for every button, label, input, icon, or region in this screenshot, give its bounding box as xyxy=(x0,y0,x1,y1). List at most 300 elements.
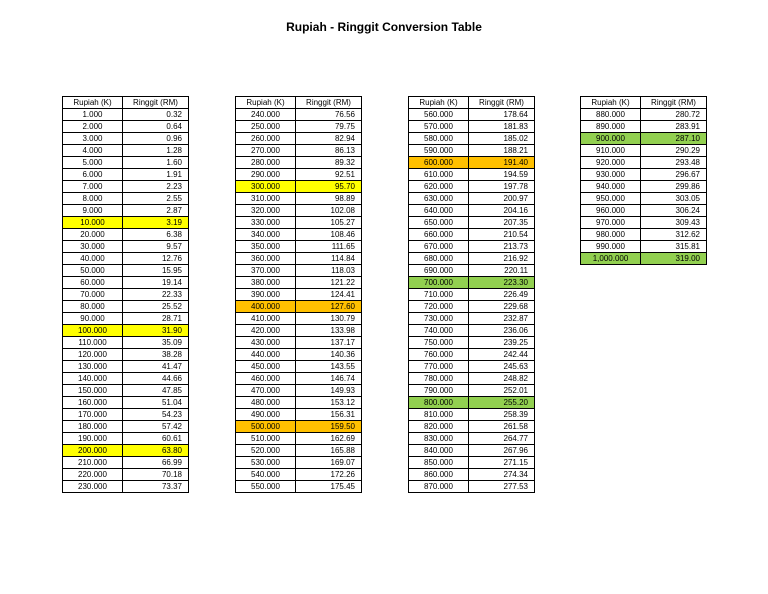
ringgit-cell: 2.87 xyxy=(123,205,189,217)
table-row xyxy=(236,277,362,289)
rupiah-cell: 7.000 xyxy=(63,181,123,193)
rupiah-cell: 870.000 xyxy=(409,481,469,493)
ringgit-cell: 299.86 xyxy=(641,181,707,193)
rupiah-cell: 370.000 xyxy=(236,265,296,277)
rupiah-cell: 950.000 xyxy=(581,193,641,205)
table-row xyxy=(409,109,535,121)
table-row xyxy=(581,241,707,253)
table-row xyxy=(63,469,189,481)
ringgit-column-header: Ringgit (RM) xyxy=(641,97,707,109)
rupiah-cell: 3.000 xyxy=(63,133,123,145)
table-row xyxy=(409,133,535,145)
rupiah-cell: 970.000 xyxy=(581,217,641,229)
table-row xyxy=(581,109,707,121)
ringgit-cell: 306.24 xyxy=(641,205,707,217)
rupiah-cell: 700.000 xyxy=(409,277,469,289)
rupiah-cell: 900.000 xyxy=(581,133,641,145)
rupiah-cell: 10.000 xyxy=(63,217,123,229)
table-row xyxy=(63,349,189,361)
rupiah-cell: 770.000 xyxy=(409,361,469,373)
ringgit-cell: 207.35 xyxy=(469,217,535,229)
ringgit-cell: 118.03 xyxy=(296,265,362,277)
table-row xyxy=(63,145,189,157)
table-row xyxy=(236,217,362,229)
table-row xyxy=(63,289,189,301)
ringgit-cell: 12.76 xyxy=(123,253,189,265)
table-row xyxy=(236,313,362,325)
rupiah-cell: 610.000 xyxy=(409,169,469,181)
rupiah-cell: 500.000 xyxy=(236,421,296,433)
table-row xyxy=(63,409,189,421)
ringgit-cell: 204.16 xyxy=(469,205,535,217)
rupiah-cell: 960.000 xyxy=(581,205,641,217)
table-row xyxy=(236,433,362,445)
ringgit-column-header: Ringgit (RM) xyxy=(469,97,535,109)
ringgit-cell: 15.95 xyxy=(123,265,189,277)
ringgit-cell: 258.39 xyxy=(469,409,535,421)
rupiah-cell: 600.000 xyxy=(409,157,469,169)
ringgit-cell: 287.10 xyxy=(641,133,707,145)
ringgit-cell: 47.85 xyxy=(123,385,189,397)
table-row xyxy=(63,205,189,217)
ringgit-cell: 283.91 xyxy=(641,121,707,133)
table-row xyxy=(236,193,362,205)
ringgit-cell: 277.53 xyxy=(469,481,535,493)
ringgit-cell: 70.18 xyxy=(123,469,189,481)
ringgit-cell: 264.77 xyxy=(469,433,535,445)
ringgit-cell: 38.28 xyxy=(123,349,189,361)
rupiah-cell: 200.000 xyxy=(63,445,123,457)
ringgit-cell: 111.65 xyxy=(296,241,362,253)
table-row xyxy=(63,277,189,289)
table-row xyxy=(63,217,189,229)
table-row xyxy=(409,145,535,157)
ringgit-cell: 82.94 xyxy=(296,133,362,145)
ringgit-cell: 188.21 xyxy=(469,145,535,157)
rupiah-cell: 110.000 xyxy=(63,337,123,349)
ringgit-cell: 156.31 xyxy=(296,409,362,421)
header-row xyxy=(236,97,362,109)
ringgit-cell: 19.14 xyxy=(123,277,189,289)
table-row xyxy=(63,253,189,265)
rupiah-cell: 460.000 xyxy=(236,373,296,385)
table-row xyxy=(63,481,189,493)
rupiah-cell: 940.000 xyxy=(581,181,641,193)
ringgit-cell: 290.29 xyxy=(641,145,707,157)
rupiah-cell: 790.000 xyxy=(409,385,469,397)
rupiah-cell: 320.000 xyxy=(236,205,296,217)
rupiah-cell: 630.000 xyxy=(409,193,469,205)
rupiah-cell: 280.000 xyxy=(236,157,296,169)
table-row xyxy=(581,193,707,205)
table-row xyxy=(236,241,362,253)
rupiah-cell: 780.000 xyxy=(409,373,469,385)
rupiah-cell: 80.000 xyxy=(63,301,123,313)
table-row xyxy=(581,253,707,265)
rupiah-cell: 540.000 xyxy=(236,469,296,481)
rupiah-cell: 40.000 xyxy=(63,253,123,265)
ringgit-cell: 194.59 xyxy=(469,169,535,181)
ringgit-cell: 22.33 xyxy=(123,289,189,301)
rupiah-cell: 840.000 xyxy=(409,445,469,457)
table-row xyxy=(409,373,535,385)
table-row xyxy=(409,337,535,349)
ringgit-cell: 108.46 xyxy=(296,229,362,241)
table-row xyxy=(236,289,362,301)
ringgit-cell: 51.04 xyxy=(123,397,189,409)
header-row xyxy=(409,97,535,109)
table-row xyxy=(236,349,362,361)
ringgit-cell: 165.88 xyxy=(296,445,362,457)
rupiah-cell: 190.000 xyxy=(63,433,123,445)
ringgit-cell: 197.78 xyxy=(469,181,535,193)
rupiah-column-header: Rupiah (K) xyxy=(409,97,469,109)
table-row xyxy=(236,325,362,337)
rupiah-cell: 640.000 xyxy=(409,205,469,217)
ringgit-cell: 293.48 xyxy=(641,157,707,169)
ringgit-cell: 226.49 xyxy=(469,289,535,301)
table-row xyxy=(63,457,189,469)
rupiah-cell: 450.000 xyxy=(236,361,296,373)
ringgit-cell: 31.90 xyxy=(123,325,189,337)
rupiah-column-header: Rupiah (K) xyxy=(63,97,123,109)
table-row xyxy=(409,181,535,193)
table-row xyxy=(236,397,362,409)
table-row xyxy=(409,409,535,421)
ringgit-cell: 175.45 xyxy=(296,481,362,493)
table-row xyxy=(63,397,189,409)
rupiah-cell: 380.000 xyxy=(236,277,296,289)
ringgit-cell: 267.96 xyxy=(469,445,535,457)
rupiah-cell: 5.000 xyxy=(63,157,123,169)
table-row xyxy=(63,337,189,349)
ringgit-cell: 181.83 xyxy=(469,121,535,133)
rupiah-cell: 570.000 xyxy=(409,121,469,133)
ringgit-cell: 239.25 xyxy=(469,337,535,349)
table-row xyxy=(236,205,362,217)
ringgit-cell: 1.60 xyxy=(123,157,189,169)
ringgit-cell: 172.26 xyxy=(296,469,362,481)
ringgit-cell: 92.51 xyxy=(296,169,362,181)
ringgit-cell: 315.81 xyxy=(641,241,707,253)
ringgit-cell: 60.61 xyxy=(123,433,189,445)
table-row xyxy=(63,169,189,181)
table-row xyxy=(63,433,189,445)
table-row xyxy=(63,265,189,277)
rupiah-cell: 510.000 xyxy=(236,433,296,445)
rupiah-cell: 220.000 xyxy=(63,469,123,481)
table-row xyxy=(63,385,189,397)
table-row xyxy=(63,325,189,337)
ringgit-cell: 44.66 xyxy=(123,373,189,385)
conversion-table-1 xyxy=(62,96,189,493)
rupiah-cell: 8.000 xyxy=(63,193,123,205)
rupiah-cell: 880.000 xyxy=(581,109,641,121)
table-row xyxy=(236,481,362,493)
rupiah-cell: 140.000 xyxy=(63,373,123,385)
ringgit-cell: 114.84 xyxy=(296,253,362,265)
rupiah-cell: 760.000 xyxy=(409,349,469,361)
ringgit-cell: 86.13 xyxy=(296,145,362,157)
rupiah-cell: 1.000 xyxy=(63,109,123,121)
table-row xyxy=(409,349,535,361)
table-row xyxy=(236,181,362,193)
rupiah-cell: 170.000 xyxy=(63,409,123,421)
ringgit-cell: 79.75 xyxy=(296,121,362,133)
rupiah-cell: 410.000 xyxy=(236,313,296,325)
rupiah-cell: 4.000 xyxy=(63,145,123,157)
table-row xyxy=(581,157,707,169)
rupiah-cell: 120.000 xyxy=(63,349,123,361)
table-row xyxy=(236,301,362,313)
table-row xyxy=(63,445,189,457)
ringgit-cell: 216.92 xyxy=(469,253,535,265)
ringgit-cell: 2.55 xyxy=(123,193,189,205)
rupiah-cell: 290.000 xyxy=(236,169,296,181)
table-row xyxy=(409,169,535,181)
rupiah-cell: 520.000 xyxy=(236,445,296,457)
ringgit-cell: 105.27 xyxy=(296,217,362,229)
table-row xyxy=(409,445,535,457)
table-row xyxy=(409,361,535,373)
table-row xyxy=(409,217,535,229)
table-row xyxy=(409,313,535,325)
ringgit-cell: 255.20 xyxy=(469,397,535,409)
ringgit-cell: 242.44 xyxy=(469,349,535,361)
rupiah-cell: 730.000 xyxy=(409,313,469,325)
rupiah-cell: 420.000 xyxy=(236,325,296,337)
rupiah-cell: 490.000 xyxy=(236,409,296,421)
table-row xyxy=(236,133,362,145)
table-row xyxy=(236,457,362,469)
ringgit-cell: 271.15 xyxy=(469,457,535,469)
rupiah-cell: 60.000 xyxy=(63,277,123,289)
table-row xyxy=(236,469,362,481)
table-row xyxy=(581,181,707,193)
ringgit-cell: 102.08 xyxy=(296,205,362,217)
rupiah-cell: 180.000 xyxy=(63,421,123,433)
ringgit-cell: 66.99 xyxy=(123,457,189,469)
ringgit-cell: 0.96 xyxy=(123,133,189,145)
table-row xyxy=(63,109,189,121)
ringgit-cell: 54.23 xyxy=(123,409,189,421)
table-row xyxy=(63,313,189,325)
table-row xyxy=(409,121,535,133)
rupiah-cell: 130.000 xyxy=(63,361,123,373)
table-row xyxy=(409,253,535,265)
ringgit-cell: 130.79 xyxy=(296,313,362,325)
table-row xyxy=(236,361,362,373)
ringgit-cell: 220.11 xyxy=(469,265,535,277)
conversion-table-4 xyxy=(580,96,707,265)
rupiah-cell: 50.000 xyxy=(63,265,123,277)
rupiah-cell: 240.000 xyxy=(236,109,296,121)
rupiah-cell: 660.000 xyxy=(409,229,469,241)
rupiah-cell: 710.000 xyxy=(409,289,469,301)
rupiah-cell: 980.000 xyxy=(581,229,641,241)
ringgit-cell: 245.63 xyxy=(469,361,535,373)
table-row xyxy=(63,157,189,169)
rupiah-cell: 310.000 xyxy=(236,193,296,205)
ringgit-cell: 191.40 xyxy=(469,157,535,169)
ringgit-cell: 280.72 xyxy=(641,109,707,121)
rupiah-cell: 470.000 xyxy=(236,385,296,397)
table-row xyxy=(409,205,535,217)
table-row xyxy=(236,373,362,385)
ringgit-cell: 57.42 xyxy=(123,421,189,433)
rupiah-cell: 550.000 xyxy=(236,481,296,493)
table-row xyxy=(409,469,535,481)
page-title: Rupiah - Ringgit Conversion Table xyxy=(286,20,482,34)
ringgit-cell: 63.80 xyxy=(123,445,189,457)
rupiah-cell: 670.000 xyxy=(409,241,469,253)
table-row xyxy=(409,265,535,277)
ringgit-cell: 137.17 xyxy=(296,337,362,349)
rupiah-cell: 2.000 xyxy=(63,121,123,133)
ringgit-cell: 73.37 xyxy=(123,481,189,493)
ringgit-cell: 169.07 xyxy=(296,457,362,469)
ringgit-cell: 232.87 xyxy=(469,313,535,325)
rupiah-column-header: Rupiah (K) xyxy=(236,97,296,109)
table-row xyxy=(236,109,362,121)
ringgit-cell: 89.32 xyxy=(296,157,362,169)
table-row xyxy=(409,277,535,289)
rupiah-cell: 620.000 xyxy=(409,181,469,193)
table-row xyxy=(409,397,535,409)
rupiah-cell: 430.000 xyxy=(236,337,296,349)
rupiah-cell: 400.000 xyxy=(236,301,296,313)
rupiah-cell: 440.000 xyxy=(236,349,296,361)
rupiah-cell: 270.000 xyxy=(236,145,296,157)
rupiah-cell: 860.000 xyxy=(409,469,469,481)
ringgit-cell: 2.23 xyxy=(123,181,189,193)
rupiah-cell: 360.000 xyxy=(236,253,296,265)
rupiah-cell: 690.000 xyxy=(409,265,469,277)
rupiah-cell: 70.000 xyxy=(63,289,123,301)
rupiah-cell: 680.000 xyxy=(409,253,469,265)
rupiah-cell: 250.000 xyxy=(236,121,296,133)
table-row xyxy=(63,373,189,385)
rupiah-cell: 530.000 xyxy=(236,457,296,469)
rupiah-cell: 810.000 xyxy=(409,409,469,421)
table-row xyxy=(409,193,535,205)
table-row xyxy=(63,133,189,145)
table-row xyxy=(409,385,535,397)
ringgit-cell: 178.64 xyxy=(469,109,535,121)
rupiah-cell: 30.000 xyxy=(63,241,123,253)
ringgit-cell: 140.36 xyxy=(296,349,362,361)
table-row xyxy=(63,361,189,373)
ringgit-cell: 121.22 xyxy=(296,277,362,289)
ringgit-cell: 261.58 xyxy=(469,421,535,433)
table-row xyxy=(236,409,362,421)
rupiah-cell: 560.000 xyxy=(409,109,469,121)
ringgit-cell: 149.93 xyxy=(296,385,362,397)
rupiah-cell: 820.000 xyxy=(409,421,469,433)
ringgit-cell: 248.82 xyxy=(469,373,535,385)
ringgit-cell: 6.38 xyxy=(123,229,189,241)
table-row xyxy=(581,133,707,145)
table-row xyxy=(581,229,707,241)
ringgit-cell: 124.41 xyxy=(296,289,362,301)
ringgit-cell: 127.60 xyxy=(296,301,362,313)
rupiah-cell: 160.000 xyxy=(63,397,123,409)
rupiah-cell: 150.000 xyxy=(63,385,123,397)
ringgit-cell: 28.71 xyxy=(123,313,189,325)
table-row xyxy=(236,121,362,133)
table-row xyxy=(409,433,535,445)
conversion-table-2 xyxy=(235,96,362,493)
ringgit-cell: 76.56 xyxy=(296,109,362,121)
table-row xyxy=(63,229,189,241)
table-row xyxy=(581,121,707,133)
table-row xyxy=(409,421,535,433)
table-row xyxy=(581,145,707,157)
table-row xyxy=(236,265,362,277)
ringgit-cell: 312.62 xyxy=(641,229,707,241)
rupiah-cell: 590.000 xyxy=(409,145,469,157)
table-row xyxy=(236,157,362,169)
rupiah-cell: 330.000 xyxy=(236,217,296,229)
rupiah-cell: 850.000 xyxy=(409,457,469,469)
ringgit-cell: 210.54 xyxy=(469,229,535,241)
table-row xyxy=(409,301,535,313)
table-row xyxy=(409,289,535,301)
table-row xyxy=(581,205,707,217)
table-row xyxy=(236,145,362,157)
conversion-table-3 xyxy=(408,96,535,493)
ringgit-cell: 3.19 xyxy=(123,217,189,229)
ringgit-cell: 1.91 xyxy=(123,169,189,181)
ringgit-cell: 229.68 xyxy=(469,301,535,313)
rupiah-cell: 300.000 xyxy=(236,181,296,193)
ringgit-cell: 98.89 xyxy=(296,193,362,205)
table-row xyxy=(236,229,362,241)
table-row xyxy=(409,481,535,493)
rupiah-column-header: Rupiah (K) xyxy=(581,97,641,109)
ringgit-cell: 223.30 xyxy=(469,277,535,289)
ringgit-cell: 252.01 xyxy=(469,385,535,397)
table-row xyxy=(236,337,362,349)
rupiah-cell: 750.000 xyxy=(409,337,469,349)
table-row xyxy=(409,325,535,337)
table-row xyxy=(236,421,362,433)
rupiah-cell: 390.000 xyxy=(236,289,296,301)
table-row xyxy=(581,169,707,181)
ringgit-cell: 25.52 xyxy=(123,301,189,313)
table-row xyxy=(236,253,362,265)
rupiah-cell: 260.000 xyxy=(236,133,296,145)
table-row xyxy=(63,193,189,205)
table-row xyxy=(63,181,189,193)
ringgit-cell: 309.43 xyxy=(641,217,707,229)
table-row xyxy=(581,217,707,229)
ringgit-column-header: Ringgit (RM) xyxy=(123,97,189,109)
table-row xyxy=(409,229,535,241)
rupiah-cell: 920.000 xyxy=(581,157,641,169)
rupiah-cell: 340.000 xyxy=(236,229,296,241)
ringgit-cell: 1.28 xyxy=(123,145,189,157)
table-row xyxy=(409,241,535,253)
table-row xyxy=(63,121,189,133)
ringgit-cell: 143.55 xyxy=(296,361,362,373)
ringgit-cell: 303.05 xyxy=(641,193,707,205)
ringgit-cell: 0.64 xyxy=(123,121,189,133)
rupiah-cell: 1,000.000 xyxy=(581,253,641,265)
rupiah-cell: 90.000 xyxy=(63,313,123,325)
rupiah-cell: 230.000 xyxy=(63,481,123,493)
rupiah-cell: 830.000 xyxy=(409,433,469,445)
